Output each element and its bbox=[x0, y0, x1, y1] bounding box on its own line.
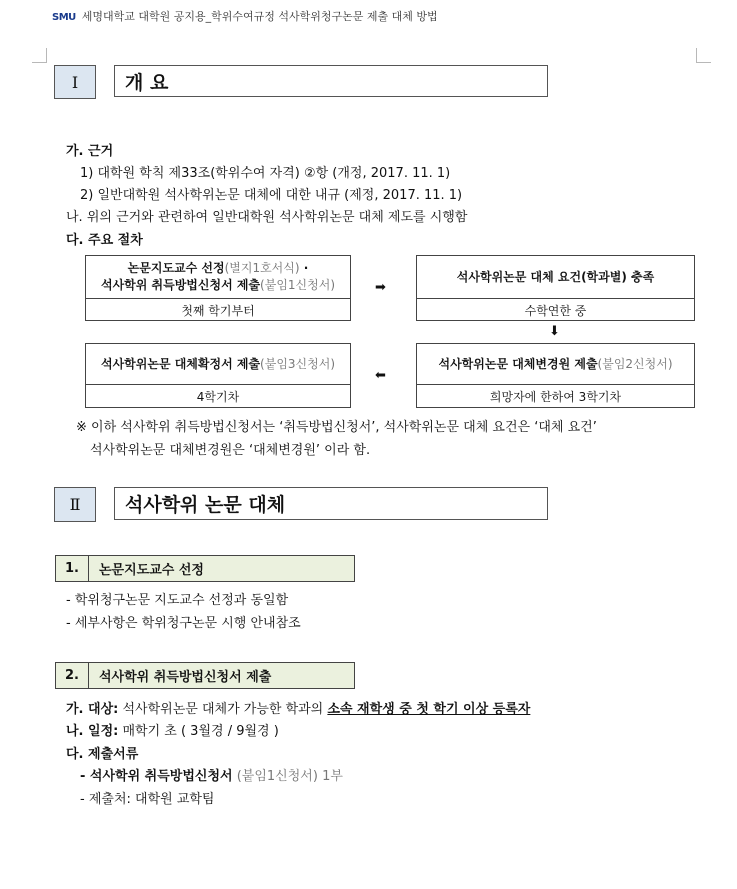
documents-heading: 다. 제출서류 bbox=[66, 747, 139, 762]
subsection1-number: 1. bbox=[56, 556, 89, 581]
doc2-label: - 제출처 bbox=[80, 792, 127, 807]
subsection1-header bbox=[55, 555, 355, 582]
subsection1-title: 논문지도교수 선정 bbox=[99, 563, 204, 578]
section2-title: 석사학위 논문 대체 bbox=[114, 487, 548, 520]
schedule-text: 매학기 초 ( 3월경 / 9월경 ) bbox=[118, 724, 279, 739]
step2-timing: 수학연한 중 bbox=[524, 303, 587, 318]
sub1-item-2: - 세부사항은 학위청구논문 시행 안내참조 bbox=[66, 616, 301, 631]
target-line bbox=[66, 698, 530, 717]
document-item-2 bbox=[80, 788, 215, 807]
doc1-name: - 석사학위 취득방법신청서 bbox=[80, 769, 233, 784]
section1-number: Ⅰ bbox=[54, 65, 96, 99]
step4-timing: 4학기차 bbox=[196, 390, 240, 404]
subsection2-title: 석사학위 취득방법신청서 제출 bbox=[99, 670, 272, 685]
step3-title: 석사학위논문 대체변경원 제출 bbox=[438, 356, 598, 371]
abbreviation-note-2: 석사학위논문 대체변경원은 ‘대체변경원’ 이라 함. bbox=[90, 443, 371, 458]
step4-title: 석사학위논문 대체확정서 제출 bbox=[100, 356, 261, 371]
step-requirement bbox=[416, 255, 695, 321]
document-header bbox=[52, 8, 438, 24]
basis-heading: 가. 근거 bbox=[66, 144, 114, 159]
step1-dot: · bbox=[299, 261, 309, 275]
step1-timing: 첫째 학기부터 bbox=[181, 303, 255, 318]
subsection2-number: 2. bbox=[56, 663, 89, 688]
basis-item-2: 2) 일반대학원 석사학위논문 대체에 대한 내규 (제정, 2017. 11. 1) bbox=[80, 188, 463, 203]
section1-title: 개 요 bbox=[114, 65, 548, 97]
step-advisor-selection bbox=[85, 255, 351, 321]
page-corner-mark-right bbox=[696, 48, 711, 63]
step-change-request bbox=[416, 343, 695, 408]
step1-form2: (붙임1신청서) bbox=[260, 278, 336, 292]
step3-timing: 희망자에 한하여 3학기차 bbox=[489, 390, 622, 404]
step3-form: (붙임2신청서) bbox=[597, 356, 673, 371]
step2-title: 석사학위논문 대체 요건(학과별) 충족 bbox=[417, 256, 694, 299]
arrow-right-icon: ➡ bbox=[375, 280, 386, 295]
step4-form: (붙임3신청서) bbox=[260, 356, 336, 371]
target-text: 석사학위논문 대체가 가능한 학과의 bbox=[118, 702, 328, 717]
arrow-down-icon: ⬇ bbox=[549, 324, 560, 339]
step1-line1: 논문지도교수 선정 bbox=[127, 261, 225, 275]
schedule-label: 나. 일정: bbox=[66, 724, 119, 739]
procedure-heading: 다. 주요 절차 bbox=[66, 233, 143, 248]
step-confirmation bbox=[85, 343, 351, 408]
abbreviation-note-1: ※ 이하 석사학위 취득방법신청서는 ‘취득방법신청서’, 석사학위논문 대체 요건은 ‘대체 요건’ bbox=[76, 420, 597, 435]
page-corner-mark-left bbox=[32, 48, 47, 63]
basis-item-1: 1) 대학원 학칙 제33조(학위수여 자격) ②항 (개정, 2017. 11. 1) bbox=[80, 166, 451, 181]
arrow-left-icon: ⬅ bbox=[375, 368, 386, 383]
document-title: 세명대학교 대학원 공지용_학위수여규정 석사학위청구논문 제출 대체 방법 bbox=[81, 10, 438, 23]
target-emphasis: 소속 재학생 중 첫 학기 이상 등록자 bbox=[327, 702, 531, 717]
document-item-1 bbox=[80, 765, 343, 784]
university-logo: SMU bbox=[52, 12, 76, 23]
section2-number: Ⅱ bbox=[54, 487, 96, 522]
sub1-item-1: - 학위청구논문 지도교수 선정과 동일함 bbox=[66, 593, 289, 608]
step1-line2: 석사학위 취득방법신청서 제출 bbox=[100, 278, 261, 292]
step1-form1: (별지1호서식) bbox=[224, 261, 300, 275]
doc1-detail: (붙임1신청서) 1부 bbox=[232, 769, 343, 784]
purpose-line: 나. 위의 근거와 관련하여 일반대학원 석사학위논문 대체 제도를 시행함 bbox=[66, 210, 468, 225]
doc2-value: : 대학원 교학팀 bbox=[126, 792, 215, 807]
target-label: 가. 대상: bbox=[66, 702, 119, 717]
subsection2-header bbox=[55, 662, 355, 689]
schedule-line bbox=[66, 720, 279, 739]
